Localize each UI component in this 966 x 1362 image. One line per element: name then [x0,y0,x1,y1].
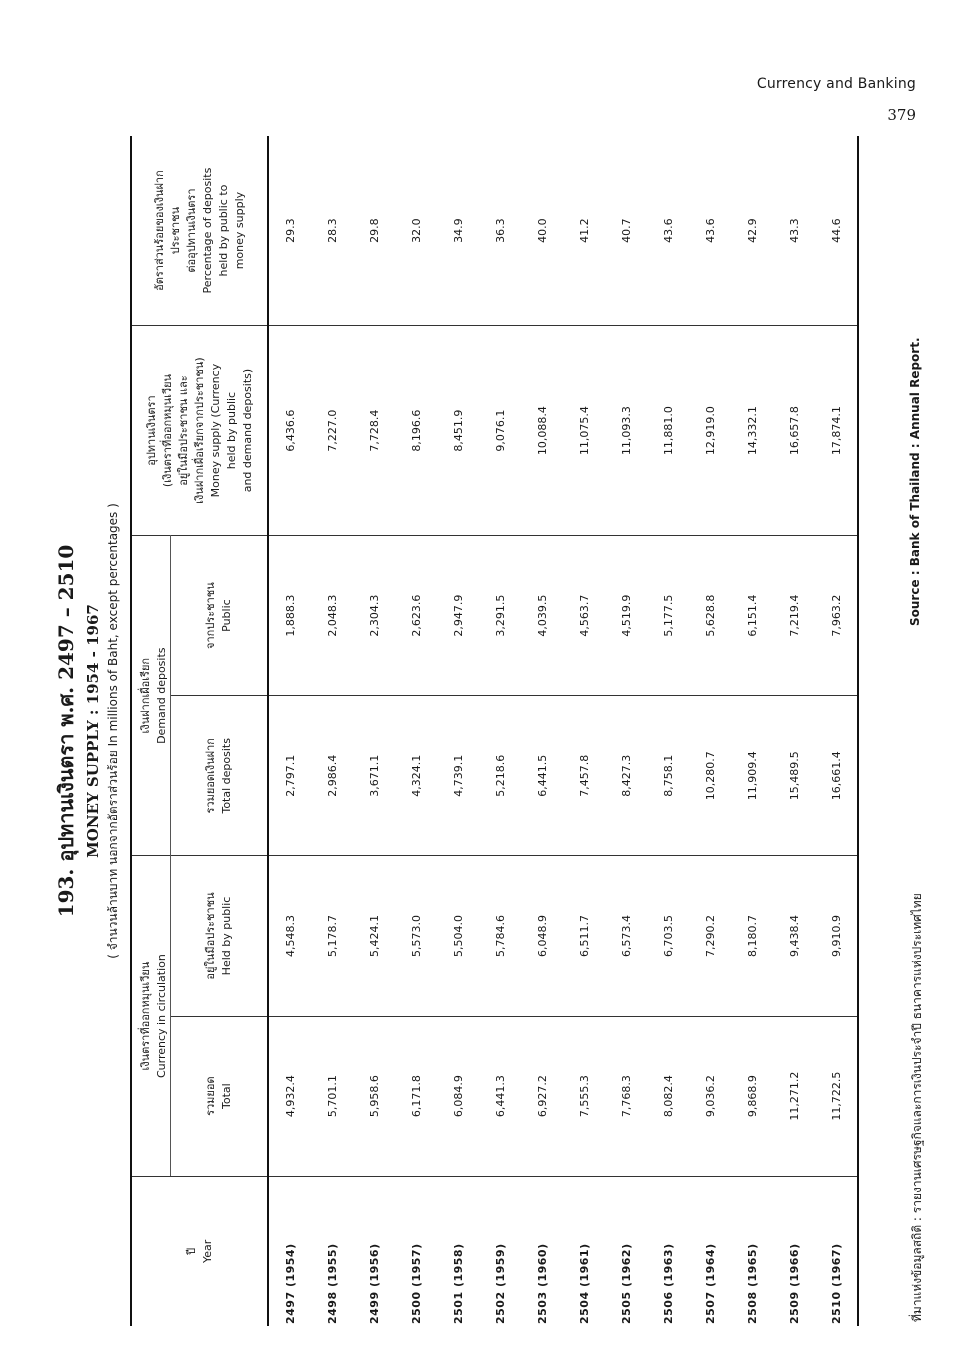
header-year-th: ปี [184,1247,198,1255]
rotated-table-block [40,136,930,1326]
table-unit-note: ( จำนวนล้านบาท นอกจากอัตราส่วนร้อย In millions of Baht, except percentages ) [106,503,120,959]
total-cell: 6,441.3 [479,1016,521,1176]
total-deposits-cell: 4,739.1 [437,696,479,856]
held-by-public-cell: 5,504.0 [437,856,479,1016]
header-total-deposits [171,696,269,856]
header-currency-group-th: เงินตราที่ออกหมุนเวียน [139,961,152,1071]
source-english: Source : Bank of Thailand : Annual Report. [908,337,922,626]
total-cell: 4,932.4 [268,1016,311,1176]
percentage-cell: 29.8 [367,218,381,243]
public-cell: 2,947.9 [437,536,479,696]
header-public-en: Public [220,599,233,632]
table-row [521,136,563,1326]
table-body [268,136,858,1326]
header-currency-group-en: Currency in circulation [155,954,168,1078]
year-cell: 2509 (1966) [773,1176,815,1326]
table-row [437,136,479,1326]
table-row [815,136,858,1326]
money-supply-cell: 17,874.1 [815,326,858,536]
total-cell: 7,555.3 [563,1016,605,1176]
public-cell: 5,628.8 [689,536,731,696]
total-cell: 6,084.9 [437,1016,479,1176]
header-percentage [131,136,268,326]
table-row [773,136,815,1326]
year-cell: 2510 (1967) [815,1176,858,1326]
held-by-public-cell: 9,438.4 [773,856,815,1016]
table-row [395,136,437,1326]
table-row [605,136,647,1326]
total-deposits-cell: 8,758.1 [647,696,689,856]
total-deposits-cell: 2,797.1 [268,696,311,856]
total-cell: 11,271.2 [773,1016,815,1176]
total-cell: 11,722.5 [815,1016,858,1176]
percentage-cell: 32.0 [409,218,423,243]
money-supply-cell: 7,227.0 [311,326,353,536]
money-supply-cell: 11,093.3 [605,326,647,536]
percentage-cell: 43.6 [661,218,675,243]
held-by-public-cell: 5,784.6 [479,856,521,1016]
held-by-public-cell: 6,573.4 [605,856,647,1016]
percentage-cell: 43.3 [787,218,801,243]
percentage-cell: 44.6 [815,136,858,326]
money-supply-cell: 11,075.4 [563,326,605,536]
table-row [311,136,353,1326]
page-number: 379 [887,106,916,124]
total-deposits-cell: 7,457.8 [563,696,605,856]
header-ms-th-1: อุปทานเงินตรา [144,395,158,466]
percentage-cell: 43.6 [703,218,717,243]
money-supply-cell: 16,657.8 [773,326,815,536]
public-cell: 4,039.5 [521,536,563,696]
header-year [131,1176,268,1326]
year-cell: 2505 (1962) [605,1176,647,1326]
public-cell: 4,563.7 [563,536,605,696]
money-supply-cell: 10,088.4 [521,326,563,536]
held-by-public-cell: 5,178.7 [311,856,353,1016]
total-deposits-cell: 11,909.4 [731,696,773,856]
table-row [731,136,773,1326]
held-by-public-cell: 9,910.9 [815,856,858,1016]
table-row [647,136,689,1326]
public-cell: 5,177.5 [647,536,689,696]
public-cell: 2,623.6 [395,536,437,696]
header-held-by-public [171,856,269,1016]
header-held-en: Held by public [220,896,233,976]
header-total-dep-th: รวมยอดเงินฝาก [204,738,217,814]
header-total-en: Total [220,1083,233,1110]
held-by-public-cell: 4,548.3 [268,856,311,1016]
total-deposits-cell: 2,986.4 [311,696,353,856]
held-by-public-cell: 6,511.7 [563,856,605,1016]
table-row [479,136,521,1326]
public-cell: 1,888.3 [268,536,311,696]
table-title-thai: 193. อุปทานเงินตรา พ.ศ. 2497 – 2510 [54,544,78,918]
year-cell: 2503 (1960) [521,1176,563,1326]
year-cell: 2498 (1955) [311,1176,353,1326]
money-supply-cell: 7,728.4 [353,326,395,536]
header-money-supply [131,326,268,536]
header-ms-th-4: เงินฝากเผื่อเรียกจากประชาชน) [192,357,206,504]
table-row [563,136,605,1326]
year-cell: 2507 (1964) [689,1176,731,1326]
percentage-cell: 40.7 [619,218,633,243]
total-deposits-cell: 3,671.1 [353,696,395,856]
total-cell: 6,927.2 [521,1016,563,1176]
header-ms-en-2: held by public [224,391,238,470]
held-by-public-cell: 8,180.7 [731,856,773,1016]
year-cell: 2499 (1956) [353,1176,395,1326]
header-demand-group [131,536,171,856]
table-titles [40,136,123,1326]
public-cell: 2,048.3 [311,536,353,696]
header-total [171,1016,269,1176]
header-ms-th-3: อยู่ในมือประชาชน และ [176,375,190,486]
header-ms-en-1: Money supply (Currency [208,363,222,498]
percentage-cell: 40.0 [535,218,549,243]
year-cell: 2497 (1954) [268,1176,311,1326]
money-supply-cell: 8,196.6 [395,326,437,536]
total-deposits-cell: 16,661.4 [815,696,858,856]
header-demand-group-th: เงินฝากเผื่อเรียก [139,657,152,734]
header-held-th: อยู่ในมือประชาชน [204,892,217,980]
money-supply-table [130,136,859,1326]
held-by-public-cell: 5,424.1 [353,856,395,1016]
total-cell: 8,082.4 [647,1016,689,1176]
header-pct-en-2: held by public to [216,184,230,277]
table-row [353,136,395,1326]
table-header [131,136,268,1326]
percentage-cell: 42.9 [745,218,759,243]
total-cell: 7,768.3 [605,1016,647,1176]
table-title-english: MONEY SUPPLY : 1954 - 1967 [84,604,102,858]
year-cell: 2504 (1961) [563,1176,605,1326]
header-year-en: Year [200,1239,214,1264]
public-cell: 2,304.3 [353,536,395,696]
percentage-cell: 28.3 [325,218,339,243]
total-cell: 5,701.1 [311,1016,353,1176]
year-cell: 2501 (1958) [437,1176,479,1326]
header-total-dep-en: Total deposits [220,738,233,814]
header-pct-th-2: ประชาชน [168,206,182,255]
year-cell: 2502 (1959) [479,1176,521,1326]
total-cell: 5,958.6 [353,1016,395,1176]
money-supply-cell: 8,451.9 [437,326,479,536]
total-cell: 6,171.8 [395,1016,437,1176]
public-cell: 7,219.4 [773,536,815,696]
header-ms-th-2: (เงินตราที่ออกหมุนเวียน [160,373,174,488]
year-cell: 2500 (1957) [395,1176,437,1326]
total-deposits-cell: 15,489.5 [773,696,815,856]
year-cell: 2508 (1965) [731,1176,773,1326]
total-cell: 9,868.9 [731,1016,773,1176]
public-cell: 3,291.5 [479,536,521,696]
percentage-cell: 34.9 [451,218,465,243]
header-total-th: รวมยอด [204,1076,217,1116]
section-title: Currency and Banking [756,76,916,92]
header-ms-en-3: and demand deposits) [240,368,254,493]
percentage-cell: 29.3 [283,218,297,243]
total-deposits-cell: 8,427.3 [605,696,647,856]
header-public-th: จากประชาชน [204,582,217,649]
source-thai: ที่มาแห่งข้อมูลสถิติ : รายงานเศรษฐกิจและการเงินประจำปี ธนาคารแห่งประเทศไทย [910,893,924,1322]
public-cell: 7,963.2 [815,536,858,696]
money-supply-cell: 11,881.0 [647,326,689,536]
header-pct-en-1: Percentage of deposits [200,167,214,294]
held-by-public-cell: 6,048.9 [521,856,563,1016]
public-cell: 6,151.4 [731,536,773,696]
public-cell: 4,519.9 [605,536,647,696]
held-by-public-cell: 5,573.0 [395,856,437,1016]
total-deposits-cell: 4,324.1 [395,696,437,856]
table-row [689,136,731,1326]
header-pct-th-3: ต่ออุปทานเงินตรา [184,188,198,273]
percentage-cell: 41.2 [577,218,591,243]
money-supply-cell: 14,332.1 [731,326,773,536]
header-demand-group-en: Demand deposits [155,647,168,744]
year-cell: 2506 (1963) [647,1176,689,1326]
total-deposits-cell: 6,441.5 [521,696,563,856]
header-public [171,536,269,696]
page-header [757,76,916,124]
total-cell: 9,036.2 [689,1016,731,1176]
held-by-public-cell: 7,290.2 [689,856,731,1016]
header-pct-th-1: อัตราส่วนร้อยของเงินฝาก [152,170,166,291]
header-currency-group [131,856,171,1176]
header-pct-en-3: money supply [232,191,246,270]
held-by-public-cell: 6,703.5 [647,856,689,1016]
table-row [268,136,311,1326]
total-deposits-cell: 5,218.6 [479,696,521,856]
money-supply-cell: 12,919.0 [689,326,731,536]
money-supply-cell: 9,076.1 [479,326,521,536]
money-supply-cell: 6,436.6 [268,326,311,536]
percentage-cell: 36.3 [493,218,507,243]
total-deposits-cell: 10,280.7 [689,696,731,856]
